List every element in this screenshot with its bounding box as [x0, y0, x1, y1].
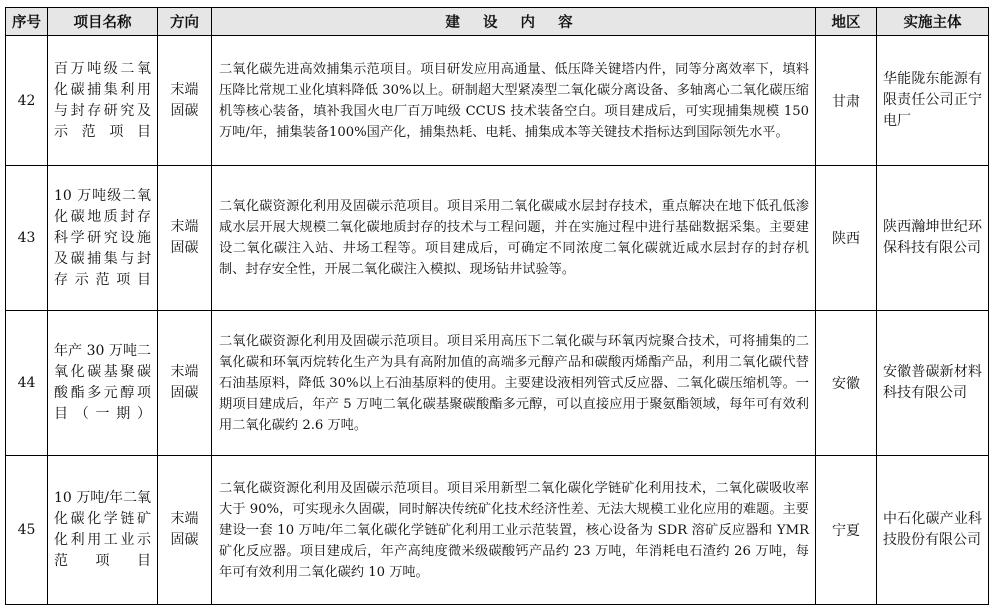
- project-direction: 末端固碳: [158, 166, 212, 311]
- header-no: 序号: [6, 8, 48, 36]
- row-number: 45: [6, 456, 48, 605]
- project-name: 10 万吨级二氧化碳地质封存科学研究设施及碳捕集与封存示范项目: [48, 166, 158, 311]
- project-name: 百万吨级二氧化碳捕集利用与封存研究及示范项目: [48, 36, 158, 166]
- row-number: 42: [6, 36, 48, 166]
- project-content: 二氧化碳资源化利用及固碳示范项目。项目采用二氧化碳咸水层封存技术，重点解决在地下低孔低渗咸水层开展大规模二氧化碳地质封存的技术与工程问题，并在实施过程中进行基础数据采集。主要建设二氧化碳注入站、井场工程等。项目建成后，可确定不同浓度二氧化碳就近咸水层封存的封存机制、封存安全性，开展二氧化碳注入模拟、现场钻井试验等。: [212, 166, 816, 311]
- header-name: 项目名称: [48, 8, 158, 36]
- table-row: [6, 311, 989, 456]
- row-number: 43: [6, 166, 48, 311]
- project-org: 华能陇东能源有限责任公司正宁电厂: [877, 36, 989, 166]
- project-table: [5, 7, 989, 605]
- project-content: 二氧化碳资源化利用及固碳示范项目。项目采用高压下二氧化碳与环氧丙烷聚合技术，可将捕集的二氧化碳和环氧丙烷转化生产为具有高附加值的高端多元醇产品和碳酸丙烯酯产品，利用二氧化碳代替石油基原料，降低 30%以上石油基原料的使用。主要建设液相列管式反应器、二氧化碳压缩机等。一期项目建成后，年产 5 万吨二氧化碳基聚碳酸酯多元醇，可以直接应用于聚氨酯领域，每年可有效利用二氧化碳约 2.6 万吨。: [212, 311, 816, 456]
- project-direction: 末端固碳: [158, 456, 212, 605]
- project-org: 安徽普碳新材料科技有限公司: [877, 311, 989, 456]
- header-content: 建 设 内 容: [212, 8, 816, 36]
- project-org: 中石化碳产业科技股份有限公司: [877, 456, 989, 605]
- project-region: 宁夏: [816, 456, 877, 605]
- header-region: 地区: [816, 8, 877, 36]
- header-direction: 方向: [158, 8, 212, 36]
- project-direction: 末端固碳: [158, 36, 212, 166]
- table-row: [6, 166, 989, 311]
- table-row: [6, 456, 989, 605]
- project-direction: 末端固碳: [158, 311, 212, 456]
- row-number: 44: [6, 311, 48, 456]
- table-row: [6, 36, 989, 166]
- project-org: 陕西瀚坤世纪环保科技有限公司: [877, 166, 989, 311]
- project-region: 陕西: [816, 166, 877, 311]
- project-region: 甘肃: [816, 36, 877, 166]
- project-content: 二氧化碳资源化利用及固碳示范项目。项目采用新型二氧化碳化学链矿化利用技术，二氧化碳吸收率大于 90%，可实现永久固碳，同时解决传统矿化技术经济性差、无法大规模工业化应用的难题。主要建设一套 10 万吨/年二氧化碳化学链矿化利用工业示范装置，核心设备为 SDR 溶矿反应器和 YMR 矿化反应器。项目建成后，年产高纯度微米级碳酸钙产品约 23 万吨，年消耗电石渣约 26 万吨，每年可有效利用二氧化碳约 10 万吨。: [212, 456, 816, 605]
- header-org: 实施主体: [877, 8, 989, 36]
- project-name: 10 万吨/年二氧化碳化学链矿化利用工业示范项目: [48, 456, 158, 605]
- project-name: 年产 30 万吨二氧化碳基聚碳酸酯多元醇项目（一期）: [48, 311, 158, 456]
- project-content: 二氧化碳先进高效捕集示范项目。项目研发应用高通量、低压降关键塔内件，同等分离效率下，填料压降比常规工业化填料降低 30%以上。研制超大型紧凑型二氧化碳分离设备、多轴离心二氧化碳压缩机等核心装备，填补我国火电厂百万吨级 CCUS 技术装备空白。项目建成后，可实现捕集规模 150 万吨/年，捕集装备100%国产化，捕集热耗、电耗、捕集成本等关键技术指标达到国际领先水平。: [212, 36, 816, 166]
- table-header-row: [6, 8, 989, 36]
- project-region: 安徽: [816, 311, 877, 456]
